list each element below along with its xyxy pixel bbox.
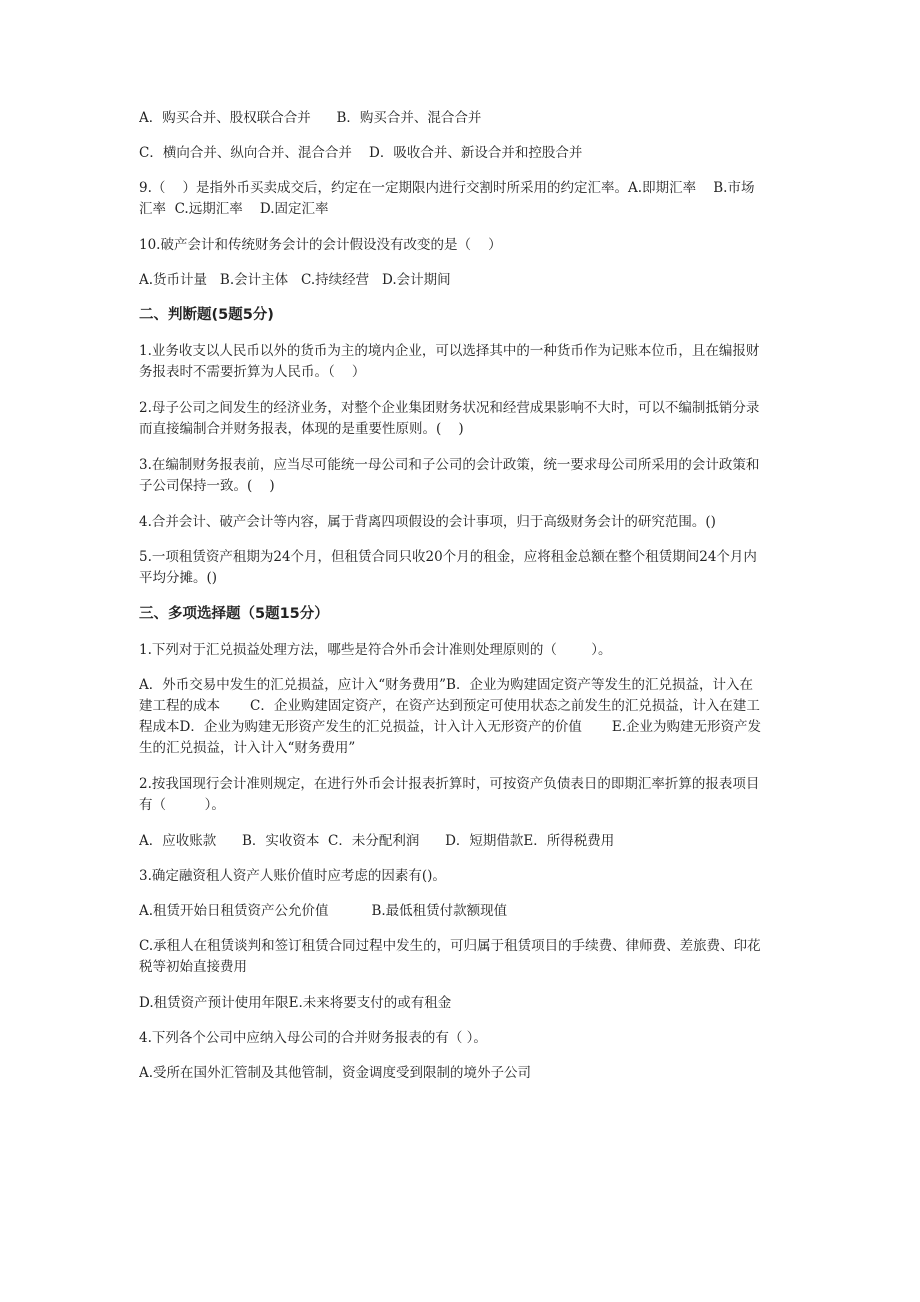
question-paragraph <box>139 774 790 816</box>
question-paragraph <box>139 270 790 290</box>
text-line: 3.在编制财务报表前，应当尽可能统一母公司和子公司的会计政策，统一要求母公司所采用的会计政策和 <box>139 457 760 473</box>
question-paragraph <box>139 831 790 851</box>
text-line: 建工程的成本 C．企业购建固定资产，在资产达到预定可使用状态之前发生的汇兑损益，计入在建工 <box>139 698 760 714</box>
text-line: 1.下列对于汇兑损益处理方法，哪些是符合外币会计准则处理原则的（ ）。 <box>139 642 612 658</box>
text-line: 程成本D．企业为购建无形资产发生的汇兑损益，计入计入无形资产的价值 E.企业为购建无形资产发 <box>139 719 762 735</box>
text-line: 5.一项租赁资产租期为24个月，但租赁合同只收20个月的租金，应将租金总额在整个租赁期间24个月内 <box>139 549 757 565</box>
text-line: 3.确定融资租人资产人账价值时应考虑的因素有()。 <box>139 868 446 884</box>
text-line: 平均分摊。() <box>139 570 218 586</box>
question-paragraph <box>139 901 790 921</box>
text-line: 4.下列各个公司中应纳入母公司的合并财务报表的有（ ）。 <box>139 1030 487 1046</box>
question-paragraph <box>139 547 790 589</box>
text-line: C.承租人在租赁谈判和签订租赁合同过程中发生的，可归属于租赁项目的手续费、律师费、差旅费、印花 <box>139 938 761 954</box>
text-line: 二、判断题(5题5分) <box>139 307 274 323</box>
text-line: 三、多项选择题（5题15分） <box>139 606 329 622</box>
question-paragraph <box>139 108 790 128</box>
question-paragraph <box>139 866 790 886</box>
text-line: 税等初始直接费用 <box>139 959 247 975</box>
section-heading <box>139 305 790 325</box>
text-line: D.租赁资产预计使用年限E.未来将要支付的或有租金 <box>139 995 452 1011</box>
text-line: A.货币计量 B.会计主体 C.持续经营 D.会计期间 <box>139 272 451 288</box>
question-paragraph <box>139 1028 790 1048</box>
text-line: 9.（ ）是指外币买卖成交后，约定在一定期限内进行交割时所采用的约定汇率。A.即期汇率 B.市场 <box>139 180 755 196</box>
text-line: A.受所在国外汇管制及其他管制，资金调度受到限制的境外子公司 <box>139 1065 532 1081</box>
text-line: 4.合并会计、破产会计等内容，属于背离四项假设的会计事项，归于高级财务会计的研究范围。() <box>139 514 716 530</box>
question-paragraph <box>139 235 790 255</box>
question-paragraph <box>139 640 790 660</box>
text-line: 汇率 C.远期汇率 D.固定汇率 <box>139 201 329 217</box>
text-line: A．应收账款 B．实收资本 C．未分配利润 D．短期借款E．所得税费用 <box>139 833 615 849</box>
text-line: 生的汇兑损益，计入计入“财务费用” <box>139 740 356 756</box>
text-line: 2.按我国现行会计准则规定，在进行外币会计报表折算时，可按资产负债表日的即期汇率折算的报表项目 <box>139 776 760 792</box>
text-line: 而直接编制合并财务报表，体现的是重要性原则。( ) <box>139 421 464 437</box>
text-line: 子公司保持一致。( ) <box>139 478 275 494</box>
question-paragraph <box>139 1063 790 1083</box>
question-paragraph <box>139 398 790 440</box>
text-line: 有（ ）。 <box>139 797 225 813</box>
question-paragraph <box>139 512 790 532</box>
text-line: A.租赁开始日租赁资产公允价值 B.最低租赁付款额现值 <box>139 903 508 919</box>
text-line: 务报表时不需要折算为人民币。（ ） <box>139 364 366 380</box>
text-line: 1.业务收支以人民币以外的货币为主的境内企业，可以选择其中的一种货币作为记账本位币，且在编报财 <box>139 343 760 359</box>
question-paragraph <box>139 455 790 497</box>
text-line: C．横向合并、纵向合并、混合合并 D．吸收合并、新设合并和控股合并 <box>139 145 583 161</box>
text-line: 10.破产会计和传统财务会计的会计假设没有改变的是（ ） <box>139 237 502 253</box>
question-paragraph <box>139 936 790 978</box>
question-paragraph <box>139 341 790 383</box>
section-heading <box>139 604 790 624</box>
question-paragraph <box>139 993 790 1013</box>
question-paragraph <box>139 675 790 759</box>
text-line: 2.母子公司之间发生的经济业务，对整个企业集团财务状况和经营成果影响不大时，可以不编制抵销分录 <box>139 400 760 416</box>
text-line: A．购买合并、股权联合合并 B．购买合并、混合合并 <box>139 110 482 126</box>
text-line: A．外币交易中发生的汇兑损益，应计入“财务费用”B．企业为购建固定资产等发生的汇兑损益，计入在 <box>139 677 753 693</box>
question-paragraph <box>139 178 790 220</box>
question-paragraph <box>139 143 790 163</box>
